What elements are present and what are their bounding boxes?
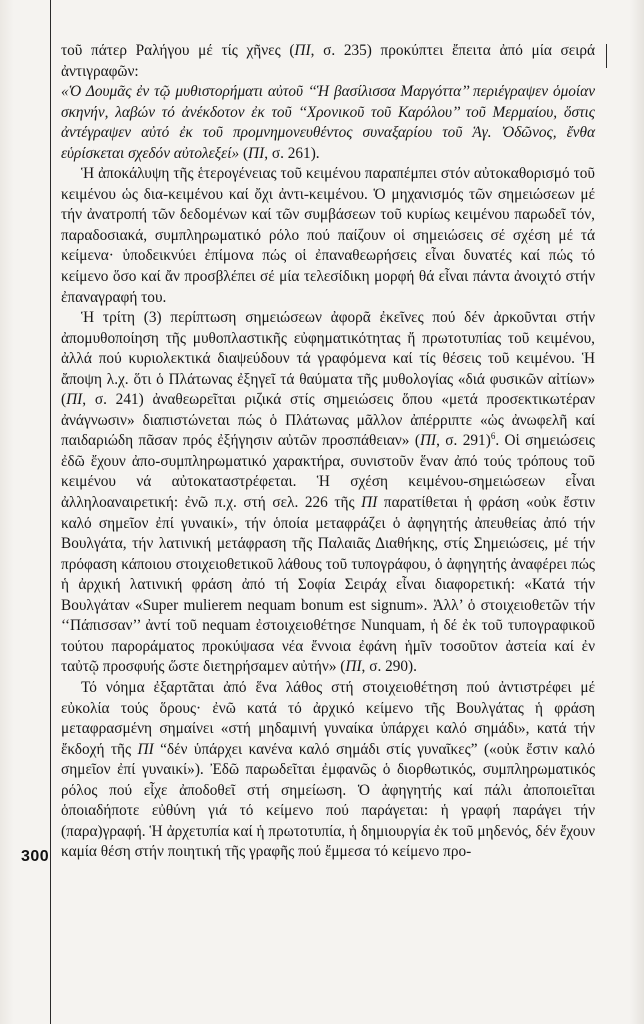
text-run: Τό νόημα ἐξαρτᾶται ἀπό ἕνα λάθος στή στοιχειοθέτηση πού ἀντιστρέφει μέ εὐκολία τούς ὅρους· ἐνῶ κατά τό ἀρχικό κείμενο τῆς Βουλγάτας ἡ φράση μεταφρασμένη σημαίνει «στή μηδαμινή γυναίκα ὑπάρχει καλό σημάδι», κατά τήν ἔκδοχή τῆς — [61, 678, 595, 758]
text-run: Ἡ ἀποκάλυψη τῆς ἑτερογένειας τοῦ κειμένου παραπέμπει στόν αὐτοκαθορισμό τοῦ κειμένου ὡς δια-κειμένου καί ὄχι ἀντι-κειμένου. Ὁ μηχανισμός τῶν σημειώσεων μέ τήν ἀνατροπή τῶν δεδομένων καί τῶν συμβάσεων τοῦ κυρίως κειμένου παρωδεῖ τόν, παραδοσιακά, συμπληρωματικό ρόλο πού παίζουν οἱ σημειώσεις σέ σχέση μέ τά κείμενα· ὑποδεικνύει ἐπίμονα πώς οἱ ἐπαναθεωρήσεις εἶναι δυνατές καί πώς τό κείμενο ὅσο καί ἄν προσβλέπει σέ μία τελεσίδικη μορφή θά εἶναι πάντα ἀνοιχτό στήν ἐπαναγραφή του. — [61, 165, 595, 306]
text-run: , σ. 261). — [264, 144, 320, 162]
text-run: ( — [239, 144, 249, 162]
paragraph-p1 — [61, 41, 595, 82]
italic-text: «Ὁ Δουμᾶς ἐν τῷ μυθιστορήματι αὐτοῦ ‘‘Ἡ βασίλισσα Μαργόττα’’ περιέγραψεν ὁμοίαν σκηνήν, λαβών τό ἀνέκδοτον ἐκ τοῦ ‘‘Χρονικοῦ τοῦ Καρόλου’’ τοῦ Μερμαίου, ὅστις ἀντέγραψεν αὐτό ἐκ τοῦ προμνημονευθέντος συναξαρίου τοῦ Ἁγ. Ὀδῶνος, ἔνθα εὑρίσκεται σχεδόν αὐτολεξεί» — [61, 83, 595, 162]
paragraph-p5 — [61, 678, 595, 863]
text-run: παρατίθεται ἡ φράση «οὐκ ἔστιν καλό σημεῖον ἐπί γυναικί», τήν ὁποία μεταφράζει ὁ ἀφηγητής ἀπευθείας ἀπό τήν Βουλγάτα, τήν λατινική μετάφραση τῆς Παλαιᾶς Διαθήκης, στίς Σημειώσεις, μέ τήν πρόφαση κάποιου στοιχειοθετικοῦ λάθους τοῦ τυπογράφου, ὁ ἀφηγητής ἀναφέρει πώς ἡ ἀρχική λατινική φράση ἀπό τή Σοφία Σειράχ εἶναι διαφορετική: «Κατά τήν Βουλγάταν «Super mulierem nequam bonum est signum». Ἀλλ’ ὁ στοιχειοθετῶν τήν ‘‘Πάπισσαν’’ ἀντί τοῦ nequam ἐστοιχειοθέτησε Nunquam, ἡ δέ ἐκ τοῦ τυπογραφικοῦ τούτου παροράματος προκύψασα νέα ἔννοια ἐφάνη ἡμῖν τοσοῦτον ἀστεία καί ἐν ταὐτῷ προσφυής ὥστε διετηρήσαμεν αὐτήν» ( — [61, 494, 595, 676]
italic-text: ΠΙ — [361, 494, 378, 512]
italic-text: ΠΙ — [419, 432, 437, 450]
italic-text: ΠΙ — [294, 42, 311, 59]
footnote-ref[interactable]: 6 — [490, 431, 496, 442]
right-margin-mark — [606, 44, 607, 68]
text-run: , σ. 291) — [436, 432, 491, 450]
text-run: . Οἱ σημειώσεις ἐδῶ ἔχουν ἀπο-συμπληρωματικό χαρακτήρα, συνιστοῦν ἕναν ἀπό τούς τρόπους τοῦ κειμένου νά αὐτοκαταστρέφεται. Ἡ σχέση κειμένου-σημειώσεων εἶναι ἀλληλοαναιρετική: ἐνῶ π.χ. στή σελ. 226 τῆς — [61, 432, 595, 512]
page-number: 300 — [21, 848, 50, 865]
left-margin-rule — [50, 0, 51, 1024]
italic-text: ΠΙ — [66, 391, 83, 409]
paragraph-p2 — [61, 82, 595, 164]
text-run: “δέν ὑπάρχει κανένα καλό σημάδι στίς γυναῖκες” («οὐκ ἔστιν καλό σημεῖον ἐπί γυναικί»). Ἐδῶ παρωδεῖται ἐμφανῶς ὁ διορθωτικός, συμπληρωματικός ρόλος πού εἶχε ἀποδοθεῖ στή σημείωση. Ὁ ἀφηγητής καί πάλι ἀποποιεῖται ὁποιαδήποτε εὐθύνη γιά τό κείμενο πού παράγεται: ἡ γραφή παράγει τήν (παρα)γραφή. Ἡ ἀρχετυπία καί ἡ πρωτοτυπία, ἡ δημιουργία ἐκ τοῦ μηδενός, δέν ἔχουν καμία θέση στήν ποιητική τῆς γραφῆς πού ἔμμεσα τό κείμενο προ- — [61, 740, 596, 861]
text-run: , σ. 241) ἀναθεωρεῖται ριζικά στίς σημειώσεις ὅπου «μετά προσεκτικωτέραν ἀνάγνωσιν» διαπιστώνεται πώς ὁ Πλάτωνας μᾶλλον ἀπέρριπτε «ὡς ἀνωφελῆ καί παιδαριώδη πᾶσαν πρός ἐξήγησιν αὐτῶν προσπάθειαν» ( — [61, 391, 595, 450]
paragraph-p4 — [61, 308, 595, 678]
text-run: , σ. 290). — [361, 658, 417, 676]
body-text — [61, 41, 595, 863]
paragraph-p3 — [61, 164, 595, 308]
text-run: Ἡ τρίτη (3) περίπτωση σημειώσεων ἀφορᾶ ἐκεῖνες πού δέν ἀρκοῦνται στήν ἀπομυθοποίηση τῆς μυθοπλαστικῆς εὐφηματικότητας ἤ πρωτοτυπίας τοῦ κειμένου, ἀλλά πού κυριολεκτικά διαψεύδουν τά γραφόμενα καί τίς θέσεις τοῦ κειμένου. Ἡ ἄποψη λ.χ. ὅτι ὁ Πλάτωνας ἐξηγεῖ τά θαύματα τῆς μυθολογίας «διά φυσικῶν αἰτίων» ( — [61, 309, 595, 409]
italic-text: ΠΙ — [137, 740, 154, 758]
text-run: , σ. 235) προκύπτει ἔπειτα ἀπό μία σειρά ἀντιγραφῶν: — [61, 42, 595, 80]
text-run: τοῦ πάτερ Ραλήγου μέ τίς χῆνες ( — [61, 42, 295, 59]
italic-text: ΠΙ — [345, 658, 362, 676]
italic-text: ΠΙ — [248, 144, 265, 162]
